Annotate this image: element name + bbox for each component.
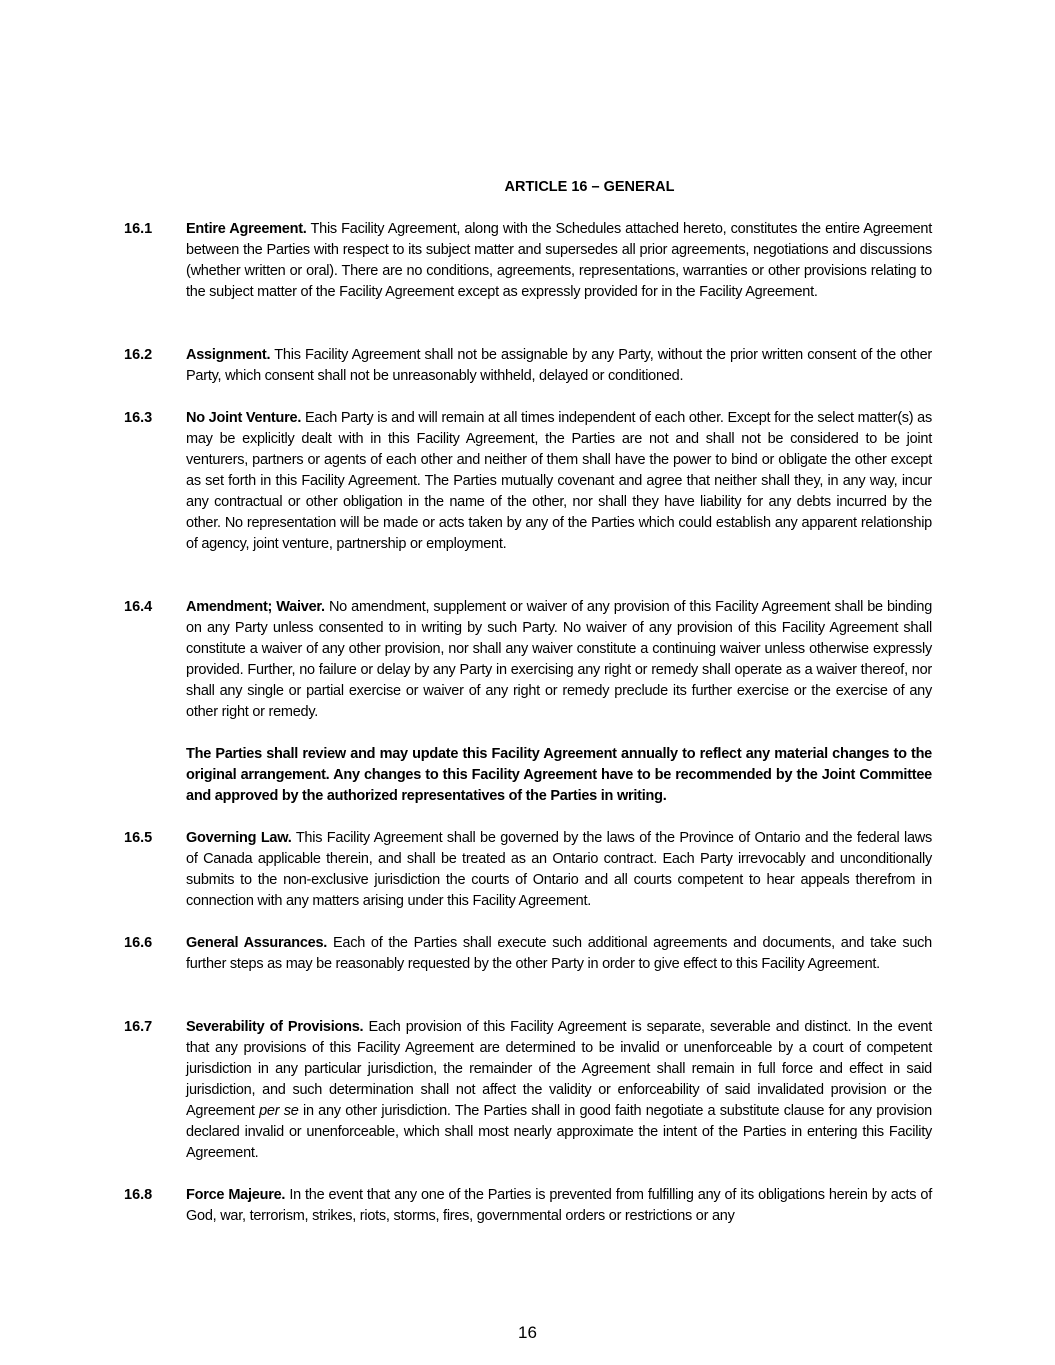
section-text-continued: in any other jurisdiction. The Parties shall in good faith negotiate a substitute clause for any provision declared invalid or unenforceable, which shall most nearly approximate the intent of the Parties in entering this Facility Agreement. bbox=[186, 1103, 932, 1161]
section-text: This Facility Agreement shall not be assignable by any Party, without the prior written consent of the other Party, which consent shall not be unreasonably withheld, delayed or conditioned. bbox=[186, 347, 932, 384]
section-bold-paragraph: The Parties shall review and may update this Facility Agreement annually to reflect any material changes to the original arrangement. Any changes to this Facility Agreement have to be recommended by the Joint Committee and approved by the authorized representatives of the Parties in writing. bbox=[186, 746, 932, 804]
section-text: This Facility Agreement, along with the Schedules attached hereto, constitutes the entire Agreement between the Parties with respect to its subject matter and supersedes all prior agreements, negotiations and discussions (whether written or oral). There are no conditions, agreements, representations, warranties or other provisions relating to the subject matter of the Facility Agreement except as expressly provided for in the Facility Agreement. bbox=[186, 221, 932, 300]
section-text: Each Party is and will remain at all times independent of each other. Except for the select matter(s) as may be explicitly dealt with in this Facility Agreement, the Parties are not and shall not be considered to be joint venturers, partners or agents of each other and neither of them shall have the power to bind or obligate the other except as set forth in this Facility Agreement. The Parties mutually covenant and agree that neither shall they, in any way, incur any contractual or other obligation in the name of the other, nor shall they have liability for any debts incurred by the other. No representation will be made or acts taken by any of the Parties which could establish any apparent relationship of agency, joint venture, partnership or employment. bbox=[186, 410, 932, 552]
section-heading: General Assurances. bbox=[186, 935, 328, 951]
section-heading: Assignment. bbox=[186, 347, 271, 363]
section-16-5 bbox=[124, 828, 932, 912]
section-text: No amendment, supplement or waiver of any provision of this Facility Agreement shall be binding on any Party unless consented to in writing by such Party. No waiver of any provision of this Facility Agreement shall constitute a waiver of any other provision, nor shall any waiver constitute a continuing waiver unless otherwise expressly provided. Further, no failure or delay by any Party in exercising any right or remedy shall operate as a waiver thereof, nor shall any single or partial exercise or waiver of any right or remedy preclude its further exercise or the exercise of any other right or remedy. bbox=[186, 599, 933, 720]
section-heading: Severability of Provisions. bbox=[186, 1019, 364, 1035]
section-body bbox=[186, 933, 932, 975]
section-number: 16.2 bbox=[124, 347, 153, 363]
article-title: ARTICLE 16 – GENERAL bbox=[504, 179, 675, 195]
section-text: In the event that any one of the Parties is prevented from fulfilling any of its obligations herein by acts of God, war, terrorism, strikes, riots, storms, fires, governmental orders or restrictions or any bbox=[186, 1187, 932, 1224]
section-body bbox=[186, 1185, 932, 1227]
section-heading: Amendment; Waiver. bbox=[186, 599, 325, 615]
section-body bbox=[186, 219, 932, 303]
section-body bbox=[186, 345, 932, 387]
section-16-4 bbox=[124, 597, 932, 807]
section-heading: No Joint Venture. bbox=[186, 410, 302, 426]
section-16-1 bbox=[124, 219, 932, 303]
section-16-3 bbox=[124, 408, 932, 555]
italic-term: per se bbox=[259, 1103, 299, 1119]
section-number: 16.8 bbox=[124, 1187, 153, 1203]
section-body bbox=[186, 828, 932, 912]
section-body bbox=[186, 408, 932, 555]
section-16-2 bbox=[124, 345, 932, 387]
section-16-6 bbox=[124, 933, 932, 975]
section-number: 16.3 bbox=[124, 410, 153, 426]
section-heading: Governing Law. bbox=[186, 830, 292, 846]
section-number: 16.1 bbox=[124, 221, 153, 237]
section-heading: Force Majeure. bbox=[186, 1187, 286, 1203]
section-16-7 bbox=[124, 1017, 932, 1164]
section-text: Each provision of this Facility Agreement is separate, severable and distinct. In the event that any provisions of this Facility Agreement are determined to be invalid or unenforceable by a court of competent jurisdiction in any particular jurisdiction, the remainder of the Agreement shall remain in full force and effect in said jurisdiction, and such determination shall not affect the validity or enforceability of said invalidated provision or the Agreement bbox=[186, 1019, 932, 1119]
section-heading: Entire Agreement. bbox=[186, 221, 307, 237]
section-body bbox=[186, 1017, 932, 1164]
section-number: 16.4 bbox=[124, 599, 153, 615]
section-number: 16.5 bbox=[124, 830, 153, 846]
section-text: This Facility Agreement shall be governed by the laws of the Province of Ontario and the federal laws of Canada applicable therein, and shall be treated as an Ontario contract. Each Party irrevocably and unconditionally submits to the non-exclusive jurisdiction the courts of Ontario and all courts competent to hear appeals therefrom in connection with any matters arising under this Facility Agreement. bbox=[186, 830, 932, 909]
page-number: 16 bbox=[518, 1323, 537, 1342]
section-number: 16.6 bbox=[124, 935, 153, 951]
section-body bbox=[186, 597, 932, 723]
section-number: 16.7 bbox=[124, 1019, 153, 1035]
section-text: Each of the Parties shall execute such additional agreements and documents, and take such further steps as may be reasonably requested by the other Party in order to give effect to this Facility Agreement. bbox=[186, 935, 932, 972]
section-16-8 bbox=[124, 1185, 932, 1227]
